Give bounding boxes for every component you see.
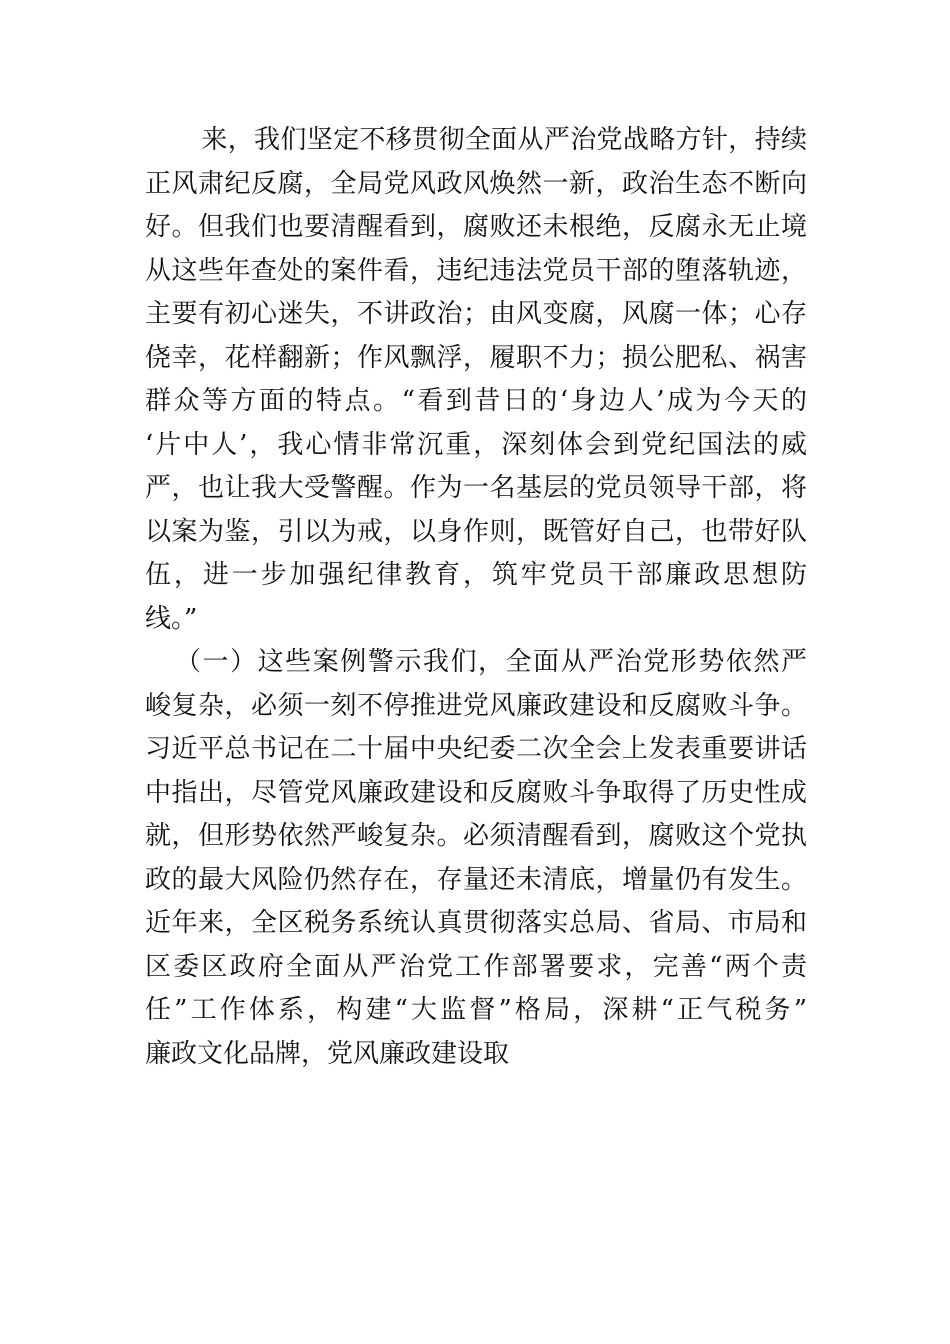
text-line: 主要有初心迷失，不讲政治；由风变腐，风腐一体；心存 (145, 299, 807, 329)
body-text (145, 119, 807, 1076)
text-line: （一）这些案例警示我们，全面从严治党形势依然严 (175, 647, 807, 677)
text-line: 近年来，全区税务系统认真贯彻落实总局、省局、市局和 (145, 908, 807, 938)
text-line: 就，但形势依然严峻复杂。必须清醒看到，腐败这个党执 (145, 821, 807, 851)
text-line: 来，我们坚定不移贯彻全面从严治党战略方针，持续 (175, 125, 807, 155)
text-line: 群众等方面的特点。“看到昔日的‘身边人’成为今天的 (145, 386, 807, 416)
text-line: 任”工作体系，构建“大监督”格局，深耕“正气税务” (145, 995, 807, 1025)
text-line: 线。” (145, 603, 198, 634)
text-line: 伍，进一步加强纪律教育，筑牢党员干部廉政思想防 (145, 560, 807, 590)
text-line: 中指出，尽管党风廉政建设和反腐败斗争取得了历史性成 (145, 777, 807, 808)
text-line: 好。但我们也要清醒看到，腐败还未根绝，反腐永无止境 (145, 212, 807, 242)
text-line: 廉政文化品牌，党风廉政建设取 (145, 1038, 510, 1069)
text-line: ‘片中人’，我心情非常沉重，深刻体会到党纪国法的威 (145, 429, 807, 460)
text-line: 区委区政府全面从严治党工作部署要求，完善“两个责 (145, 951, 807, 982)
text-line: 峻复杂，必须一刻不停推进党风廉政建设和反腐败斗争。 (145, 690, 807, 721)
text-line: 侥幸，花样翻新；作风飘浮，履职不力；损公肥私、祸害 (145, 342, 807, 373)
text-line: 正风肃纪反腐，全局党风政风焕然一新，政治生态不断向 (145, 168, 807, 199)
text-line: 习近平总书记在二十届中央纪委二次全会上发表重要讲话 (145, 734, 807, 764)
text-line: 政的最大风险仍然存在，存量还未清底，增量仍有发生。 (145, 864, 807, 895)
text-line: 从这些年查处的案件看，违纪违法党员干部的堕落轨迹， (145, 255, 807, 286)
text-line: 严，也让我大受警醒。作为一名基层的党员领导干部，将 (145, 473, 807, 503)
text-line: 以案为鉴，引以为戒，以身作则，既管好自己，也带好队 (145, 516, 807, 547)
